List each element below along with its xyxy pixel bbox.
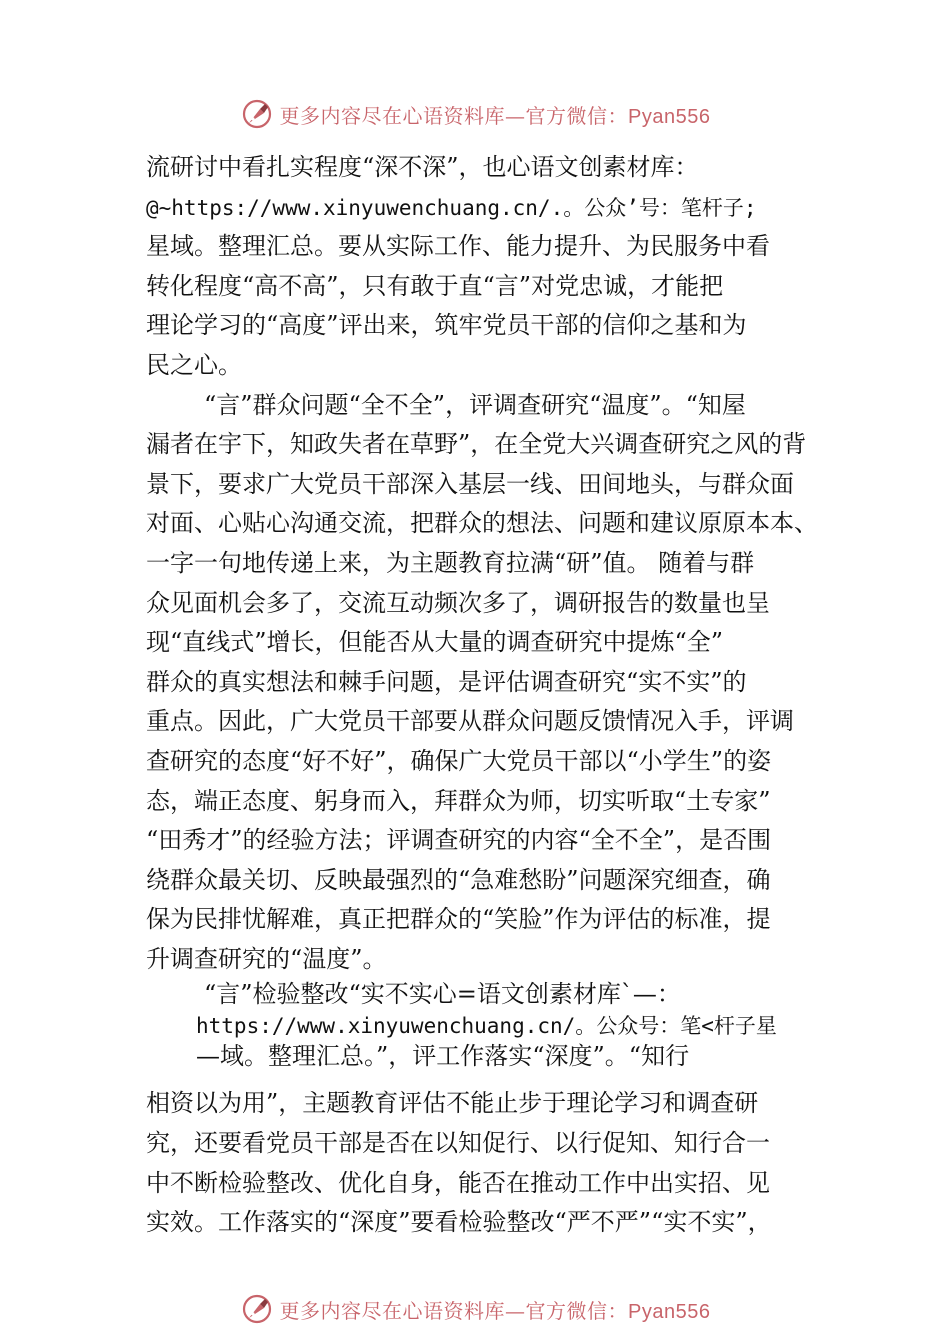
body-line: 景下，要求广大党员干部深入基层一线、田间地头，与群众面 bbox=[146, 469, 794, 498]
body-line: 绕群众最关切、反映最强烈的“急难愁盼”问题深究细查，确 bbox=[146, 865, 771, 894]
body-line: 相资以为用”，主题教育评估不能止步于理论学习和调查研 bbox=[146, 1089, 759, 1118]
line-spacer bbox=[146, 1072, 836, 1084]
body-line: 实效。工作落实的“深度”要看检验整改“严不严”“实不实”， bbox=[146, 1208, 772, 1237]
url-text: https://www.xinyuwenchuang.cn/。公众号：笔<杆子星 bbox=[196, 1014, 777, 1039]
pen-nib-logo-icon bbox=[240, 1292, 274, 1326]
body-line: 保为民排忧解难，真正把群众的“笑脸”作为评估的标准，提 bbox=[146, 905, 771, 934]
header-banner-text: 更多内容尽在心语资料库—官方微信：Pyan556 bbox=[279, 103, 711, 128]
body-line: 理论学习的“高度”评出来，筑牢党员干部的信仰之基和为 bbox=[146, 311, 747, 340]
header-wechat-handle: Pyan556 bbox=[628, 105, 711, 128]
paragraph-start-line: “言”群众问题“全不全”，评调查研究“温度”。“知屋 bbox=[204, 390, 746, 419]
url-text: @~https://www.xinyuwenchuang.cn/.。公众’号：笔杆子; bbox=[146, 195, 757, 220]
paragraph-start-line: “言”检验整改“实不实心=语文创素材库`—： bbox=[204, 980, 681, 1009]
body-line: 态，端正态度、躬身而入，拜群众为师，切实听取“土专家” bbox=[146, 786, 771, 815]
body-line: 转化程度“高不高”，只有敢于直“言”对党忠诚，才能把 bbox=[146, 271, 724, 300]
header-banner bbox=[0, 94, 950, 134]
body-line: 重点。因此，广大党员干部要从群众问题反馈情况入手，评调 bbox=[146, 707, 794, 736]
footer-banner-text: 更多内容尽在心语资料库—官方微信：Pyan556 bbox=[279, 1298, 711, 1323]
body-line: 漏者在宇下，知政失者在草野”，在全党大兴调查研究之风的背 bbox=[146, 430, 807, 459]
body-line: 查研究的态度“好不好”，确保广大党员干部以“小学生”的姿 bbox=[146, 746, 772, 775]
footer-wechat-handle: Pyan556 bbox=[628, 1300, 711, 1323]
document-body bbox=[146, 148, 836, 1243]
footer-banner bbox=[0, 1289, 950, 1329]
body-line: 一字一句地传递上来，为主题教育拉满“研”值。 随着与群 bbox=[146, 548, 755, 577]
body-line: 流研讨中看扎实程度“深不深”，也心语文创素材库： bbox=[146, 153, 699, 181]
pen-nib-logo-icon bbox=[240, 97, 274, 131]
body-line: “田秀才”的经验方法；评调查研究的内容“全不全”，是否围 bbox=[146, 826, 772, 855]
body-line: 群众的真实想法和棘手问题，是评估调查研究“实不实”的 bbox=[146, 667, 747, 696]
body-line bbox=[146, 188, 836, 228]
url-line bbox=[146, 1010, 836, 1041]
body-line: 民之心。 bbox=[146, 350, 242, 379]
body-line: 对面、心贴心沟通交流，把群众的想法、问题和建议原原本本、 bbox=[146, 509, 818, 538]
body-line: 究，还要看党员干部是否在以知促行、以行促知、知行合一 bbox=[146, 1129, 770, 1158]
body-line: 现“直线式”增长，但能否从大量的调查研究中提炼“全” bbox=[146, 628, 724, 657]
body-line: 升调查研究的“温度”。 bbox=[146, 944, 387, 973]
body-line: 星域。整理汇总。要从实际工作、能力提升、为民服务中看 bbox=[146, 232, 770, 261]
body-line: —域。整理汇总。”，评工作落实“深度”。“知行 bbox=[196, 1042, 690, 1071]
body-line: 众见面机会多了，交流互动频次多了，调研报告的数量也呈 bbox=[146, 588, 770, 617]
body-line: 中不断检验整改、优化自身，能否在推动工作中出实招、见 bbox=[146, 1168, 770, 1197]
